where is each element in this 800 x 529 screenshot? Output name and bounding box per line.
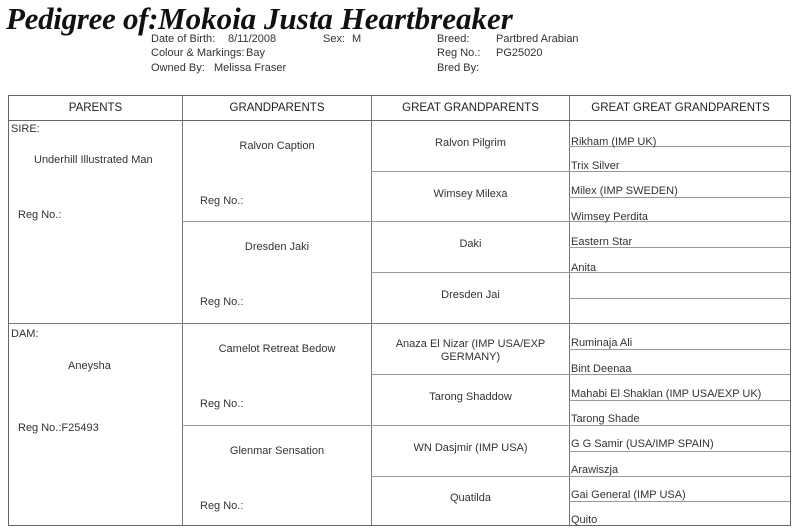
great-grandparent: Ralvon Pilgrim <box>435 137 506 149</box>
dam-label: DAM: <box>11 328 39 340</box>
header-row-divider <box>9 120 790 121</box>
ggg-ancestor: Milex (IMP SWEDEN) <box>571 185 678 197</box>
col-header-ggg: GREAT GREAT GRANDPARENTS <box>591 102 770 114</box>
ggg-ancestor: Eastern Star <box>571 236 633 248</box>
sex-value: M <box>352 33 362 45</box>
col-header-grandparents: GRANDPARENTS <box>229 102 325 114</box>
ggg-divider <box>569 298 790 299</box>
dam-grandsire-reg: Reg No.: <box>200 398 244 410</box>
pedigree-table <box>8 95 791 526</box>
ggg-ancestor: Gai General (IMP USA) <box>571 489 686 501</box>
great-grandparent: Anaza El Nizar (IMP USA/EXP GERMANY) <box>395 338 546 363</box>
sire-granddam-name: Dresden Jaki <box>244 241 310 253</box>
dam-name: Aneysha <box>68 360 111 372</box>
ggg-divider <box>569 349 790 350</box>
ggg-ancestor: Quito <box>571 514 598 526</box>
sire-reg: Reg No.: <box>18 209 62 221</box>
ggg-divider <box>569 400 790 401</box>
column-divider <box>182 96 183 525</box>
ggg-ancestor: Wimsey Perdita <box>571 211 649 223</box>
breed-label: Breed: <box>437 33 470 45</box>
great-grandparent: Dresden Jai <box>441 289 500 301</box>
ggg-ancestor: Ruminaja Ali <box>571 337 633 349</box>
breed-value: Partbred Arabian <box>496 33 579 45</box>
ggg-ancestor: Tarong Shade <box>571 413 640 425</box>
column-divider <box>569 96 570 525</box>
owned-by-value: Melissa Fraser <box>214 62 287 74</box>
sire-grandsire-reg: Reg No.: <box>200 195 244 207</box>
great-grandparent: WN Dasjmir (IMP USA) <box>413 442 528 454</box>
sire-name: Underhill Illustrated Man <box>34 154 153 166</box>
ggg-ancestor: Rikham (IMP UK) <box>571 136 657 148</box>
sire-grandsire-name: Ralvon Caption <box>239 140 315 152</box>
dam-granddam-name: Glenmar Sensation <box>229 445 325 457</box>
ggg-divider <box>569 501 790 502</box>
bred-by-label: Bred By: <box>437 62 480 74</box>
great-grandparent-divider <box>371 476 790 477</box>
ggg-ancestor: Bint Deenaa <box>571 363 632 375</box>
great-grandparent: Quatilda <box>450 492 491 504</box>
pedigree-of-label: Pedigree of: <box>6 1 159 36</box>
great-grandparent: Wimsey Milexa <box>433 188 508 200</box>
sire-label: SIRE: <box>11 123 40 135</box>
regno-label: Reg No.: <box>437 47 481 59</box>
great-grandparent: Daki <box>459 238 482 250</box>
ggg-ancestor: Anita <box>571 262 597 274</box>
regno-value: PG25020 <box>496 47 543 59</box>
ggg-ancestor: Trix Silver <box>571 160 620 172</box>
grandparent-divider <box>182 221 790 222</box>
owned-by-label: Owned By: <box>151 62 205 74</box>
sire-granddam-reg: Reg No.: <box>200 296 244 308</box>
col-header-great-grandparents: GREAT GRANDPARENTS <box>402 102 539 114</box>
ggg-ancestor: G G Samir (USA/IMP SPAIN) <box>571 438 714 450</box>
grandparent-divider <box>182 425 790 426</box>
ggg-ancestor: Mahabi El Shaklan (IMP USA/EXP UK) <box>571 388 762 400</box>
dam-reg: Reg No.:F25493 <box>18 422 99 434</box>
dob-value: 8/11/2008 <box>228 33 277 45</box>
horse-name-title: Mokoia Justa Heartbreaker <box>158 1 513 36</box>
dob-label: Date of Birth: <box>151 33 216 45</box>
ggg-divider <box>569 197 790 198</box>
colour-label: Colour & Markings: <box>151 47 245 59</box>
great-grandparent: Tarong Shaddow <box>429 391 512 403</box>
dam-grandsire-name: Camelot Retreat Bedow <box>218 343 336 355</box>
sire-dam-divider <box>9 323 790 324</box>
col-header-parents: PARENTS <box>68 102 123 114</box>
ggg-ancestor: Arawiszja <box>571 464 619 476</box>
colour-value: Bay <box>246 47 265 59</box>
sex-label: Sex: <box>323 33 346 45</box>
ggg-divider <box>569 451 790 452</box>
dam-granddam-reg: Reg No.: <box>200 500 244 512</box>
column-divider <box>371 96 372 525</box>
